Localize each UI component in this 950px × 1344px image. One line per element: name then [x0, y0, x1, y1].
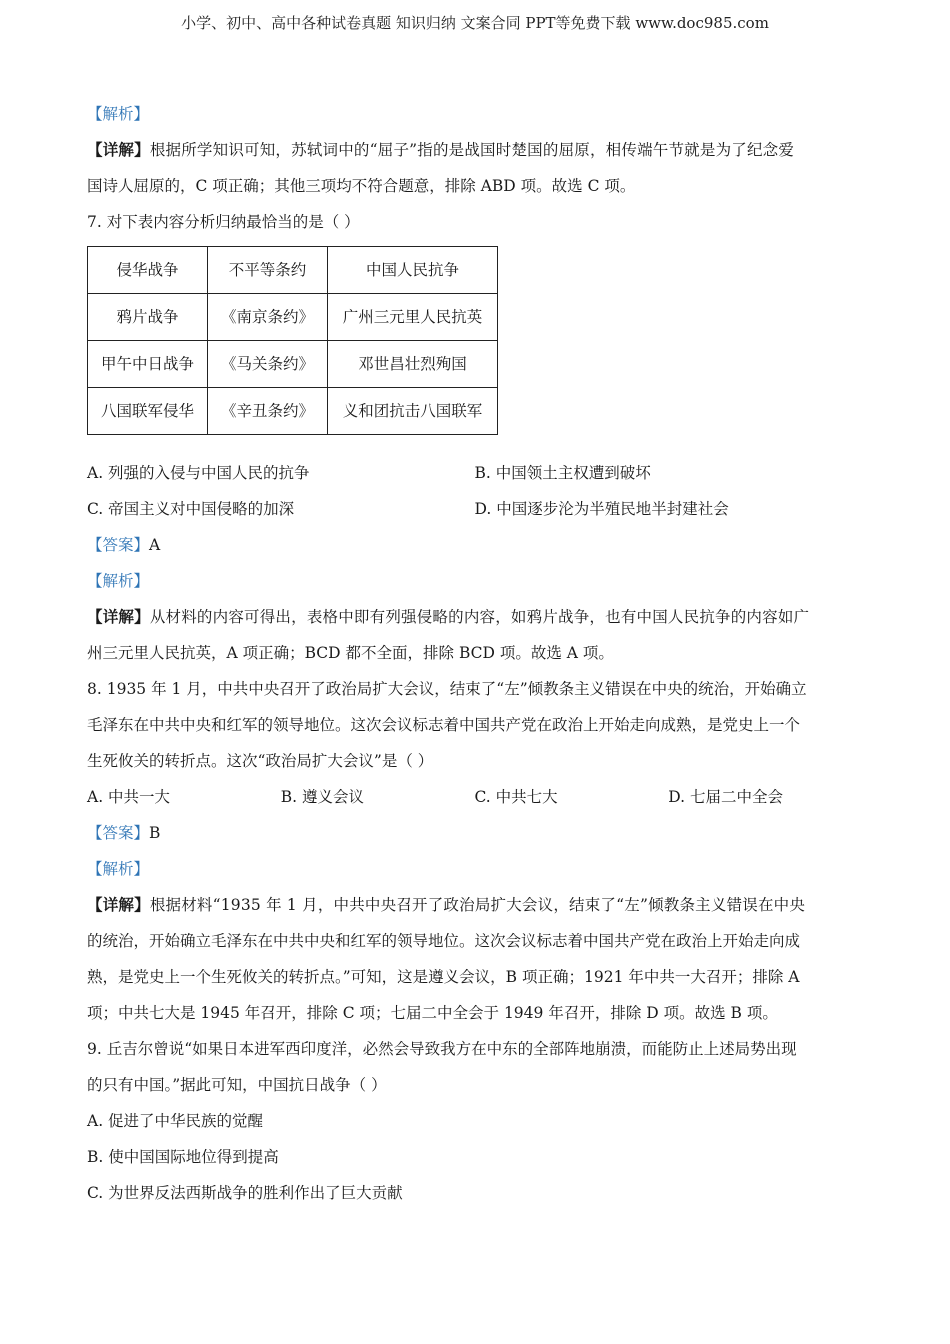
q8-analysis-tag: 【解析】: [87, 860, 150, 878]
q8-option-a: A. 中共一大: [87, 788, 171, 806]
q7-detail-tag: 【详解】: [87, 607, 150, 626]
q8-answer: [87, 815, 862, 851]
q8-stem-line3: 生死攸关的转折点。这次“政治局扩大会议”是（ ）: [87, 752, 434, 770]
q8-detail-line2: 的统治，开始确立毛泽东在中共中央和红军的领导地位。这次会议标志着中国共产党在政治上开始走向成: [87, 932, 801, 950]
q7-stem: 7. 对下表内容分析归纳最恰当的是（ ）: [87, 213, 360, 231]
table-cell: 邓世昌壮烈殉国: [328, 341, 498, 388]
q6-detail-line2: 国诗人屈原的，C 项正确；其他三项均不符合题意，排除 ABD 项。故选 C 项。: [87, 177, 636, 195]
q7-detail: 【详解】从材料的内容可得出，表格中即有列强侵略的内容，如鸦片战争，也有中国人民抗争的内容如广: [87, 607, 810, 626]
q9-option-c: C. 为世界反法西斯战争的胜利作出了巨大贡献: [87, 1184, 403, 1202]
table-header-cell: 不平等条约: [208, 247, 328, 294]
q7-answer-value: A: [149, 536, 161, 554]
document-body: [87, 96, 862, 1211]
q8-stem-line1: 8. 1935 年 1 月，中共中央召开了政治局扩大会议，结束了“左”倾教条主义错误在中央的统治，开始确立: [87, 680, 807, 698]
table-cell: 广州三元里人民抗英: [328, 294, 498, 341]
table-cell: 义和团抗击八国联军: [328, 388, 498, 435]
q6-analysis-tag: 【解析】: [87, 105, 150, 123]
q7-detail-line2: 州三元里人民抗英，A 项正确；BCD 都不全面，排除 BCD 项。故选 A 项。: [87, 644, 614, 662]
q9-option-b: B. 使中国国际地位得到提高: [87, 1148, 279, 1166]
q6-detail: 【详解】根据所学知识可知，苏轼词中的“屈子”指的是战国时楚国的屈原，相传端午节就是为了纪念爱: [87, 140, 795, 159]
q8-detail-line4: 项；中共七大是 1945 年召开，排除 C 项；七届二中全会于 1949 年召开，排除 D 项。故选 B 项。: [87, 1004, 778, 1022]
table-cell: 八国联军侵华: [88, 388, 208, 435]
q7-option-d: D. 中国逐步沦为半殖民地半封建社会: [474, 500, 729, 518]
table-header-row: [88, 247, 498, 294]
q8-detail-tag: 【详解】: [87, 895, 150, 914]
q8-stem-line2: 毛泽东在中共中央和红军的领导地位。这次会议标志着中国共产党在政治上开始走向成熟，是党史上一个: [87, 716, 801, 734]
table-cell: 甲午中日战争: [88, 341, 208, 388]
q8-option-b: B. 遵义会议: [280, 788, 364, 806]
q7-answer-tag: 【答案】: [87, 536, 150, 554]
q8-detail: 【详解】根据材料“1935 年 1 月，中共中央召开了政治局扩大会议，结束了“左”倾教条主义错误在中央: [87, 895, 806, 914]
q6-detail-tag: 【详解】: [87, 140, 150, 159]
table-row: [88, 294, 498, 341]
table-cell: 《辛丑条约》: [208, 388, 328, 435]
table-cell: 《马关条约》: [208, 341, 328, 388]
q8-option-d: D. 七届二中全会: [668, 788, 783, 806]
q7-option-c: C. 帝国主义对中国侵略的加深: [87, 500, 295, 518]
table-header-cell: 中国人民抗争: [328, 247, 498, 294]
q7-option-b: B. 中国领土主权遭到破坏: [474, 464, 651, 482]
table-cell: 鸦片战争: [88, 294, 208, 341]
q7-table: [87, 246, 498, 435]
q7-options-row2: [87, 491, 862, 527]
q8-option-c: C. 中共七大: [474, 788, 558, 806]
q7-option-a: A. 列强的入侵与中国人民的抗争: [87, 464, 310, 482]
q7-options-row1: [87, 455, 862, 491]
table-header-cell: 侵华战争: [88, 247, 208, 294]
table-row: [88, 388, 498, 435]
table-row: [88, 341, 498, 388]
q7-analysis-tag: 【解析】: [87, 572, 150, 590]
q8-detail-line3: 熟，是党史上一个生死攸关的转折点。”可知，这是遵义会议，B 项正确；1921 年中共一大召开；排除 A: [87, 968, 800, 986]
site-header-banner: 小学、初中、高中各种试卷真题 知识归纳 文案合同 PPT等免费下载 www.doc985.com: [181, 14, 769, 32]
q8-answer-tag: 【答案】: [87, 824, 150, 842]
table-cell: 《南京条约》: [208, 294, 328, 341]
q9-stem-line2: 的只有中国。”据此可知，中国抗日战争（ ）: [87, 1076, 387, 1094]
q9-stem-line1: 9. 丘吉尔曾说“如果日本进军西印度洋，必然会导致我方在中东的全部阵地崩溃，而能防止上述局势出现: [87, 1040, 797, 1058]
q8-answer-value: B: [149, 824, 161, 842]
q9-option-a: A. 促进了中华民族的觉醒: [87, 1112, 264, 1130]
q8-options: [87, 779, 862, 815]
q7-answer: [87, 527, 862, 563]
